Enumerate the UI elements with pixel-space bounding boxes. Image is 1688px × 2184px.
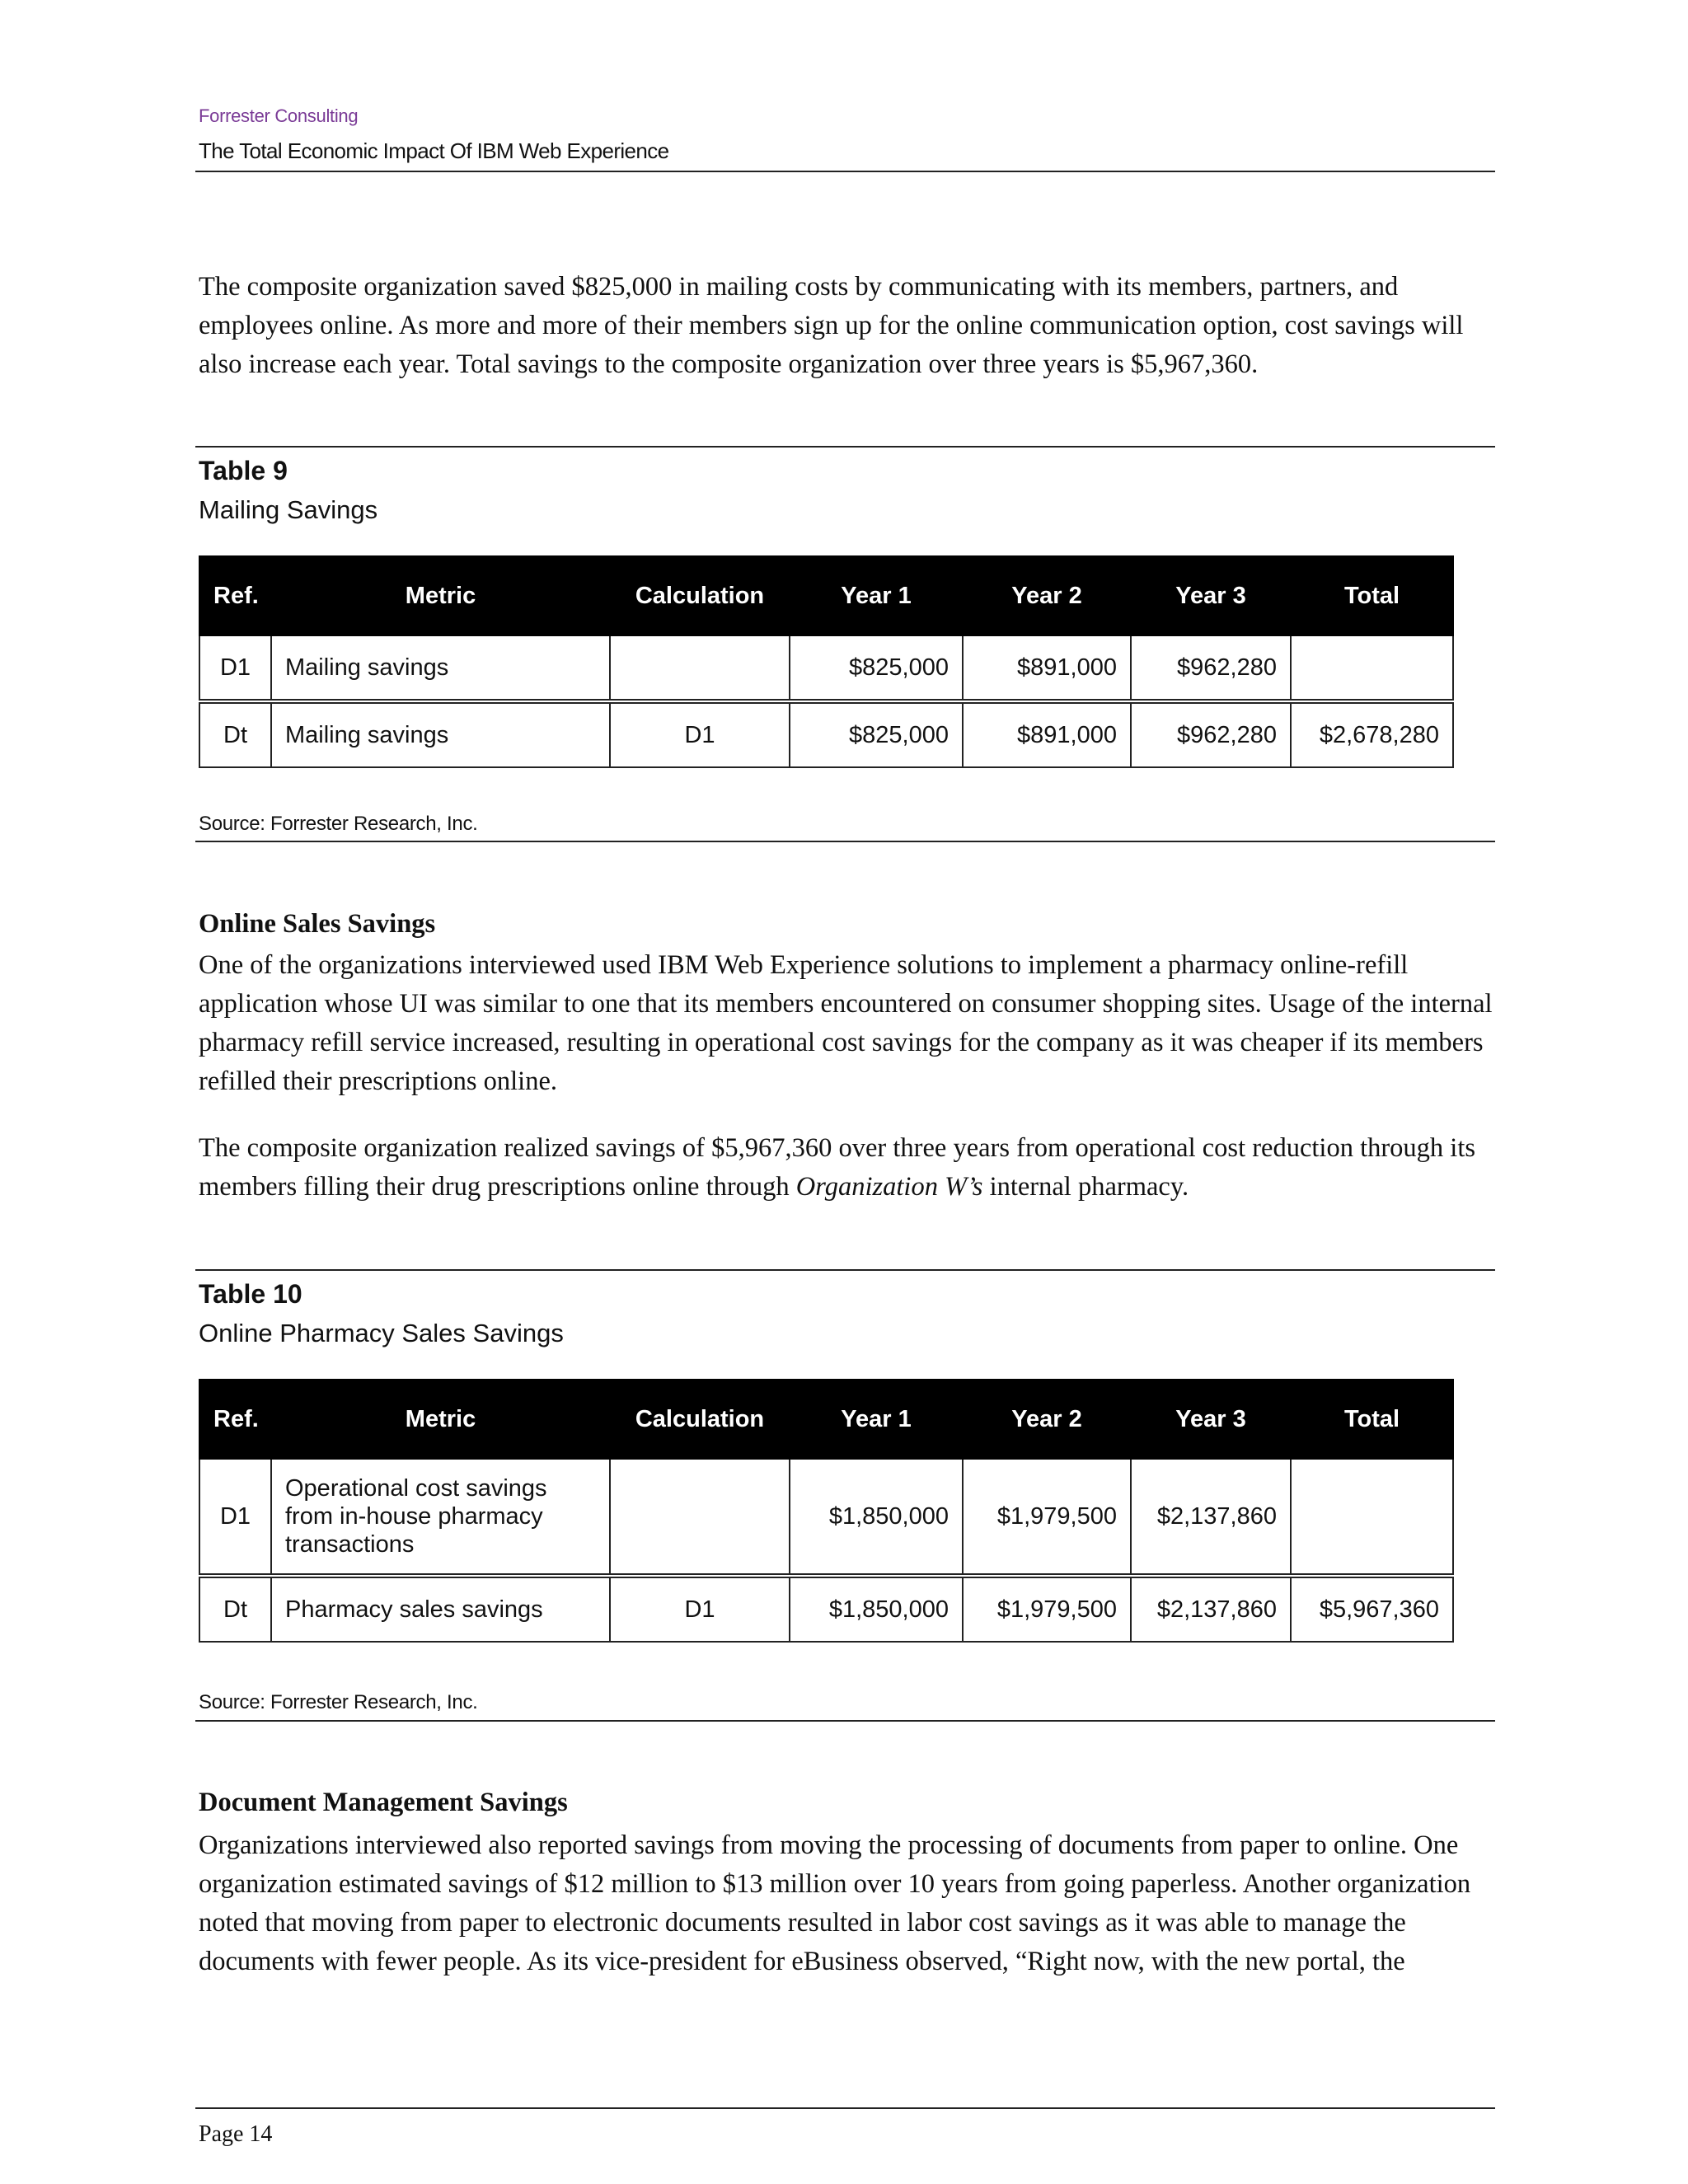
table9-header-metric: Metric [271, 556, 610, 635]
cell-year1: $1,850,000 [790, 1459, 963, 1576]
table10-header-row [199, 1380, 1453, 1459]
cell-ref: Dt [199, 1576, 271, 1642]
table10-top-rule [195, 1269, 1495, 1271]
cell-metric: Pharmacy sales savings [271, 1576, 610, 1642]
table9 [199, 555, 1454, 768]
table10-header-year3: Year 3 [1131, 1380, 1291, 1459]
table10-header-year1: Year 1 [790, 1380, 963, 1459]
table9-header-total: Total [1291, 556, 1453, 635]
header-brand: Forrester Consulting [199, 105, 359, 126]
table10-source: Source: Forrester Research, Inc. [199, 1691, 478, 1713]
table10-bottom-rule [195, 1720, 1495, 1722]
cell-year2: $1,979,500 [963, 1576, 1131, 1642]
table10-header-total: Total [1291, 1380, 1453, 1459]
cell-year3: $962,280 [1131, 701, 1291, 767]
cell-year2: $891,000 [963, 635, 1131, 701]
table9-source: Source: Forrester Research, Inc. [199, 813, 478, 835]
online-sales-heading: Online Sales Savings [199, 909, 436, 939]
table10-header-metric: Metric [271, 1380, 610, 1459]
cell-total [1291, 635, 1453, 701]
cell-calculation: D1 [610, 701, 790, 767]
intro-paragraph: The composite organization saved $825,000 in mailing costs by communicating with its members, partners, and employees online. As more and more of their members sign up for the online communication option, cost savings will also increase each year. Total savings to the composite organization over three years is $5,967,360. [199, 272, 1464, 379]
table-row [199, 635, 1453, 701]
table9-top-rule [195, 446, 1495, 448]
page-number: Page 14 [199, 2121, 273, 2147]
table9-header-year2: Year 2 [963, 556, 1131, 635]
document-management-heading: Document Management Savings [199, 1788, 568, 1817]
table10-header-calculation: Calculation [610, 1380, 790, 1459]
header-rule [195, 171, 1495, 172]
table-row [199, 1576, 1453, 1642]
cell-year1: $825,000 [790, 635, 963, 701]
cell-calculation [610, 635, 790, 701]
cell-total [1291, 1459, 1453, 1576]
table10-label: Table 10 [199, 1279, 302, 1309]
online-sales-paragraph-1: One of the organizations interviewed used IBM Web Experience solutions to implement a pharmacy online-refill application whose UI was similar to one that its members encountered on consumer shopping sites. Usage of the internal pharmacy refill service increased, resulting in operational cost savings for the company as it was cheaper if its members refilled their prescriptions online. [199, 950, 1493, 1096]
cell-year2: $891,000 [963, 701, 1131, 767]
table10-caption: Online Pharmacy Sales Savings [199, 1319, 564, 1347]
cell-ref: D1 [199, 635, 271, 701]
cell-year1: $825,000 [790, 701, 963, 767]
cell-year3: $2,137,860 [1131, 1459, 1291, 1576]
table9-header-year3: Year 3 [1131, 556, 1291, 635]
document-management-paragraph: Organizations interviewed also reported savings from moving the processing of documents from paper to online. One organization estimated savings of $12 million to $13 million over 10 years from going paperless. Another organization noted that moving from paper to electronic documents resulted in labor cost savings as it was able to manage the documents with fewer people. As its vice-president for eBusiness observed, “Right now, with the new portal, the [199, 1830, 1471, 1976]
cell-year2: $1,979,500 [963, 1459, 1131, 1576]
cell-calculation [610, 1459, 790, 1576]
online-sales-paragraph-2: The composite organization realized savings of $5,967,360 over three years from operational cost reduction through its members filling their drug prescriptions online through Organization W’s internal pharmacy. [199, 1133, 1476, 1202]
table9-header-ref: Ref. [199, 556, 271, 635]
cell-ref: Dt [199, 701, 271, 767]
footer-rule [195, 2107, 1495, 2109]
cell-metric: Mailing savings [271, 701, 610, 767]
table9-bottom-rule [195, 841, 1495, 842]
table10-header-ref: Ref. [199, 1380, 271, 1459]
table9-header-row [199, 556, 1453, 635]
cell-metric: Operational cost savings from in-house pharmacy transactions [271, 1459, 610, 1576]
header-title: The Total Economic Impact Of IBM Web Experience [199, 138, 669, 163]
cell-ref: D1 [199, 1459, 271, 1576]
table-row [199, 701, 1453, 767]
table9-header-calculation: Calculation [610, 556, 790, 635]
cell-calculation: D1 [610, 1576, 790, 1642]
cell-total: $5,967,360 [1291, 1576, 1453, 1642]
cell-year1: $1,850,000 [790, 1576, 963, 1642]
cell-year3: $962,280 [1131, 635, 1291, 701]
cell-year3: $2,137,860 [1131, 1576, 1291, 1642]
table9-caption: Mailing Savings [199, 495, 378, 524]
table9-label: Table 9 [199, 456, 288, 485]
table10-header-year2: Year 2 [963, 1380, 1131, 1459]
table10 [199, 1379, 1454, 1643]
table9-header-year1: Year 1 [790, 556, 963, 635]
cell-metric: Mailing savings [271, 635, 610, 701]
table-row [199, 1459, 1453, 1576]
cell-total: $2,678,280 [1291, 701, 1453, 767]
